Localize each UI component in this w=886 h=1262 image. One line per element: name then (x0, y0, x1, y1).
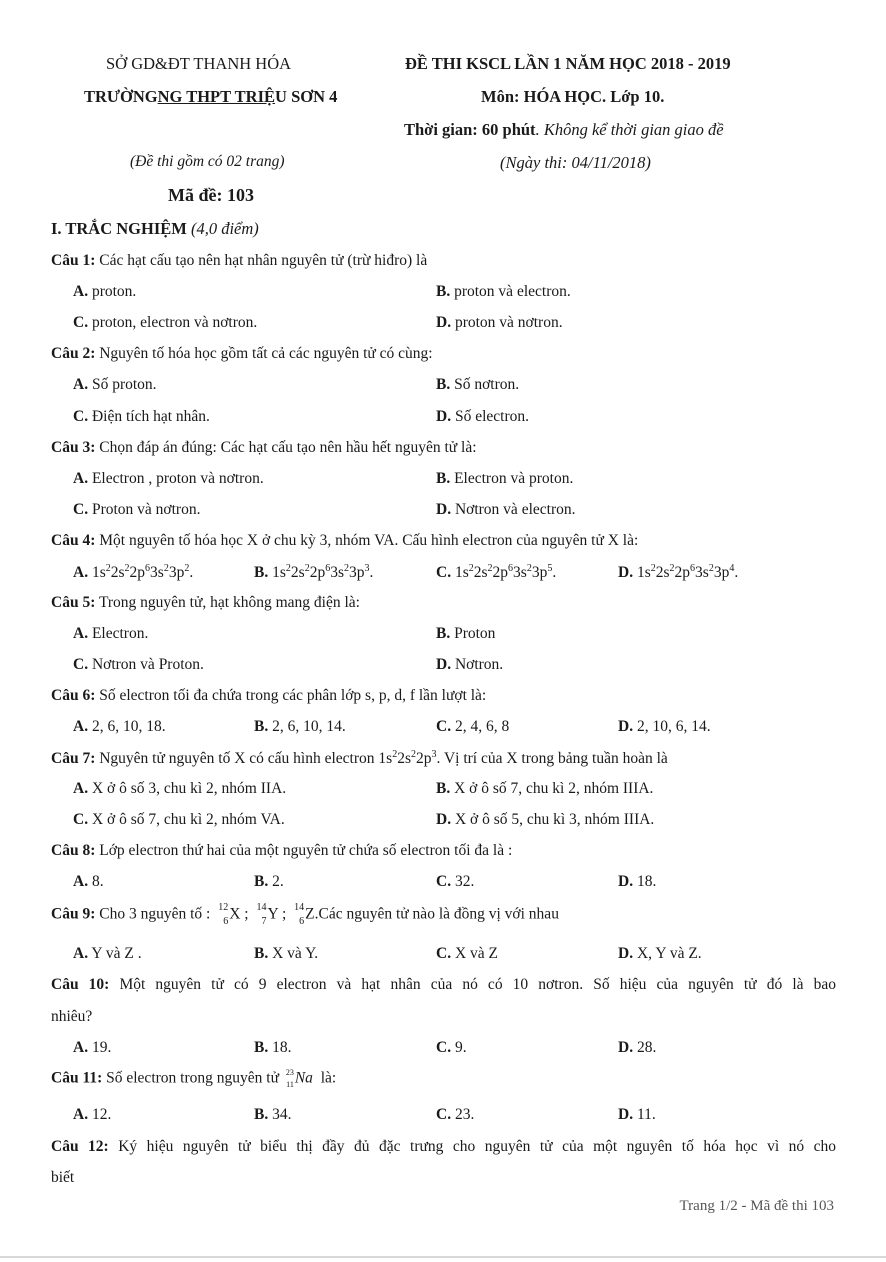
option-6b: B. 2, 6, 10, 14. (254, 718, 346, 735)
question-7: Câu 7: Nguyên tử nguyên tố X có cấu hình electron $1s^22s^22p^3$. Vị trí của X trong bảng tuần hoàn là (51, 749, 668, 768)
isotope-x: 12 6 (218, 902, 229, 927)
section-title: I. TRẮC NGHIỆM (4,0 điểm) (51, 219, 259, 238)
option-7a: A. X ở ô số 3, chu kì 2, nhóm IIA. (73, 780, 287, 797)
question-4: Câu 4: Một nguyên tố hóa học X ở chu kỳ 3, nhóm VA. Cấu hình electron của nguyên tử X là: (51, 532, 639, 549)
option-10d: D. 28. (618, 1039, 657, 1056)
question-10: Câu 10: Một nguyên tử có 9 electron và hạt nhân của nó có 10 nơtron. Số hiệu của nguyên tử đó là bao (51, 976, 836, 993)
option-8b: B. 2. (254, 873, 284, 890)
option-11c: C. 23. (436, 1106, 475, 1123)
exam-code: Mã đề: 103 (168, 185, 254, 205)
school-name: TRƯỜNGNG THPT TRIỆU SƠN 4 (84, 87, 338, 106)
option-3d: D. Nơtron và electron. (436, 501, 576, 518)
option-1a: A. proton. (73, 283, 137, 300)
option-3b: B. Electron và proton. (436, 470, 574, 487)
option-10b: B. 18. (254, 1039, 292, 1056)
question-11: Câu 11: Số electron trong nguyên tử 23 11 Na là: (51, 1068, 337, 1089)
option-2a: A. Số proton. (73, 376, 157, 393)
option-8a: A. 8. (73, 873, 104, 890)
option-9b: B. X và Y. (254, 945, 319, 962)
option-8c: C. 32. (436, 873, 475, 890)
option-7b: B. X ở ô số 7, chu kì 2, nhóm IIIA. (436, 780, 654, 797)
option-9d: D. X, Y và Z. (618, 945, 702, 962)
exam-time: Thời gian: 60 phút. Không kể thời gian giao đề (404, 120, 724, 139)
exam-subject: Môn: HÓA HỌC. Lớp 10. (481, 87, 665, 106)
question-6: Câu 6: Số electron tối đa chứa trong các phân lớp s, p, d, f lần lượt là: (51, 687, 487, 704)
option-5d: D. Nơtron. (436, 656, 504, 673)
department-name: SỞ GD&ĐT THANH HÓA (106, 54, 292, 73)
option-4b: B. $1s^22s^22p^63s^23p^3$. (254, 563, 374, 582)
option-4d: D. $1s^22s^22p^63s^23p^4$. (618, 563, 739, 582)
option-2d: D. Số electron. (436, 408, 529, 425)
pages-note: (Đề thi gồm có 02 trang) (130, 153, 285, 170)
option-11b: B. 34. (254, 1106, 292, 1123)
option-6d: D. 2, 10, 6, 14. (618, 718, 711, 735)
exam-date: (Ngày thi: 04/11/2018) (500, 153, 651, 172)
option-10c: C. 9. (436, 1039, 467, 1056)
question-9: Câu 9: Cho 3 nguyên tố : 12 6 X ; 14 7 Y ; 14 6 Z.Các nguyên tử nào là đồng vị với nhau (51, 902, 559, 927)
page-footer: Trang 1/2 - Mã đề thi 103 (679, 1198, 834, 1214)
exam-title: ĐỀ THI KSCL LẦN 1 NĂM HỌC 2018 - 2019 (405, 54, 731, 73)
page-bottom-edge (0, 1256, 886, 1258)
question-2: Câu 2: Nguyên tố hóa học gồm tất cả các nguyên tử có cùng: (51, 345, 433, 362)
option-11d: D. 11. (618, 1106, 656, 1123)
question-12: Câu 12: Ký hiệu nguyên tử biểu thị đầy đủ đặc trưng cho nguyên tử của một nguyên tố hóa học vì nó cho (51, 1138, 836, 1155)
isotope-z: 14 6 (294, 902, 305, 927)
option-7c: C. X ở ô số 7, chu kì 2, nhóm VA. (73, 811, 285, 828)
option-1c: C. proton, electron và nơtron. (73, 314, 258, 331)
question-1: Câu 1: Các hạt cấu tạo nên hạt nhân nguyên tử (trừ hiđro) là (51, 252, 428, 269)
option-9a: A. Y và Z . (73, 945, 142, 962)
option-1d: D. proton và nơtron. (436, 314, 563, 331)
option-9c: C. X và Z (436, 945, 498, 962)
question-8: Câu 8: Lớp electron thứ hai của một nguyên tử chứa số electron tối đa là : (51, 842, 513, 859)
option-4c: C. $1s^22s^22p^63s^23p^5$. (436, 563, 557, 582)
isotope-na: 23 11 (285, 1068, 294, 1089)
question-3: Câu 3: Chọn đáp án đúng: Các hạt cấu tạo nên hầu hết nguyên tử là: (51, 439, 477, 456)
option-11a: A. 12. (73, 1106, 112, 1123)
option-7d: D. X ở ô số 5, chu kì 3, nhóm IIIA. (436, 811, 655, 828)
option-5c: C. Nơtron và Proton. (73, 656, 204, 673)
option-10a: A. 19. (73, 1039, 112, 1056)
option-6a: A. 2, 6, 10, 18. (73, 718, 166, 735)
question-12-cont: biết (51, 1169, 75, 1186)
option-8d: D. 18. (618, 873, 657, 890)
question-5: Câu 5: Trong nguyên tử, hạt không mang điện là: (51, 594, 360, 611)
option-5a: A. Electron. (73, 625, 149, 642)
option-3a: A. Electron , proton và nơtron. (73, 470, 264, 487)
isotope-y: 14 7 (256, 902, 267, 927)
option-1b: B. proton và electron. (436, 283, 571, 300)
option-3c: C. Proton và nơtron. (73, 501, 201, 518)
option-4a: A. $1s^22s^22p^63s^23p^2$. (73, 563, 194, 582)
question-10-cont: nhiêu? (51, 1008, 93, 1025)
option-5b: B. Proton (436, 625, 496, 642)
option-2c: C. Điện tích hạt nhân. (73, 408, 210, 425)
option-6c: C. 2, 4, 6, 8 (436, 718, 510, 735)
option-2b: B. Số nơtron. (436, 376, 520, 393)
